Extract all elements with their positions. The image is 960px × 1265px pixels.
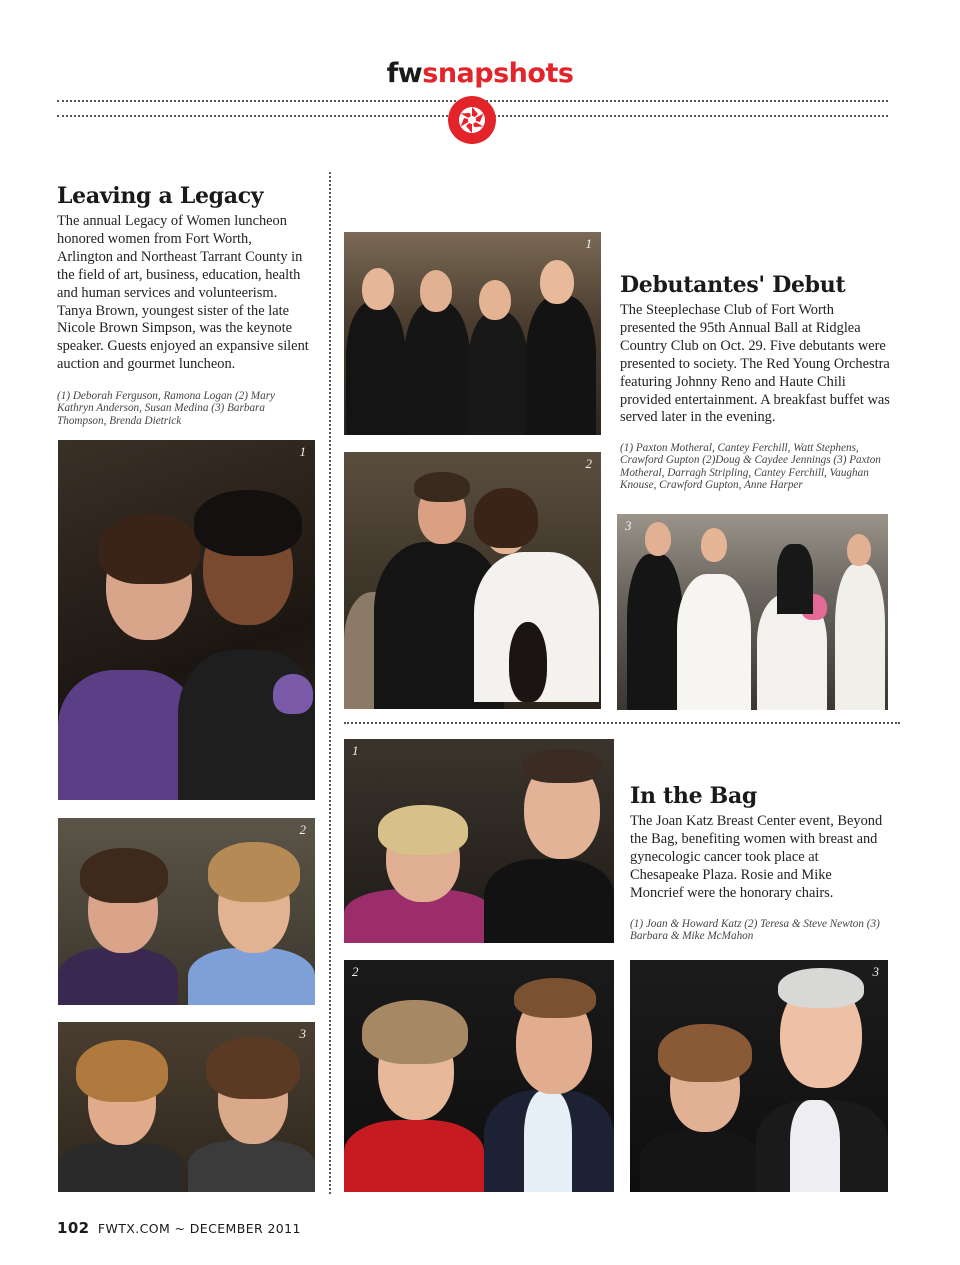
- legacy-photo-1: [58, 440, 315, 800]
- debutantes-photo-1: [344, 232, 601, 435]
- masthead-prefix: fw: [386, 58, 423, 89]
- legacy-photo-2: [58, 818, 315, 1005]
- page-footer: [57, 1219, 301, 1237]
- photo-number: 2: [585, 456, 592, 471]
- bag-photo-1: [344, 739, 614, 943]
- bag-caption: (1) Joan & Howard Katz (2) Teresa & Steve Newton (3) Barbara & Mike McMahon: [630, 918, 880, 943]
- photo-number: 3: [872, 964, 879, 979]
- photo-number: 3: [625, 518, 632, 533]
- legacy-photo-3: [58, 1022, 315, 1192]
- section-divider: [344, 722, 900, 724]
- photo-number: 3: [299, 1026, 306, 1041]
- debutantes-caption: (1) Paxton Motheral, Cantey Ferchill, Watt Stephens, Crawford Gupton (2)Doug & Caydee Jennings (3) Paxton Motheral, Darragh Stripling, Cantey Ferchill, Vaughan Knouse, Crawford Gupton, Anne Harper: [620, 442, 881, 491]
- column-divider: [329, 172, 331, 1194]
- debutantes-photo-3: [617, 514, 888, 710]
- legacy-title: Leaving a Legacy: [57, 183, 264, 209]
- legacy-body: The annual Legacy of Women luncheon honored women from Fort Worth, Arlington and Northeast Tarrant County in the field of art, business, education, health and human services and volunteerism. Tanya Brown, youngest sister of the late Nicole Brown Simpson, was the keynote speaker. Guests enjoyed an expansive silent auction and gourmet luncheon.: [57, 213, 309, 373]
- publication-line: FWTX.COM ~ DECEMBER 2011: [97, 1221, 301, 1236]
- photo-number: 1: [352, 743, 359, 758]
- photo-number: 2: [352, 964, 359, 979]
- bag-title: In the Bag: [630, 783, 757, 809]
- photo-number: 2: [299, 822, 306, 837]
- debutantes-body: The Steeplechase Club of Fort Worth presented the 95th Annual Ball at Ridglea Country Club on Oct. 29. Five debutants were presented to society. The Red Young Orchestra featuring Johnny Reno and Haute Chili provided entertainment. A breakfast buffet was served later in the evening.: [620, 302, 890, 426]
- camera-aperture-icon: [447, 95, 497, 145]
- bag-body: The Joan Katz Breast Center event, Beyond the Bag, benefiting women with breast and gynecologic cancer took place at Chesapeake Plaza. Rosie and Mike Moncrief were the honorary chairs.: [630, 813, 883, 901]
- masthead-title: snapshots: [422, 58, 574, 89]
- bag-photo-2: [344, 960, 614, 1192]
- debutantes-photo-2: [344, 452, 601, 709]
- debutantes-title: Debutantes' Debut: [620, 272, 846, 298]
- photo-number: 1: [299, 444, 306, 459]
- section-masthead: [0, 58, 960, 89]
- photo-number: 1: [585, 236, 592, 251]
- page-number: 102: [57, 1219, 90, 1237]
- bag-photo-3: [630, 960, 888, 1192]
- legacy-caption: (1) Deborah Ferguson, Ramona Logan (2) Mary Kathryn Anderson, Susan Medina (3) Barbara Thompson, Brenda Dietrick: [57, 390, 276, 427]
